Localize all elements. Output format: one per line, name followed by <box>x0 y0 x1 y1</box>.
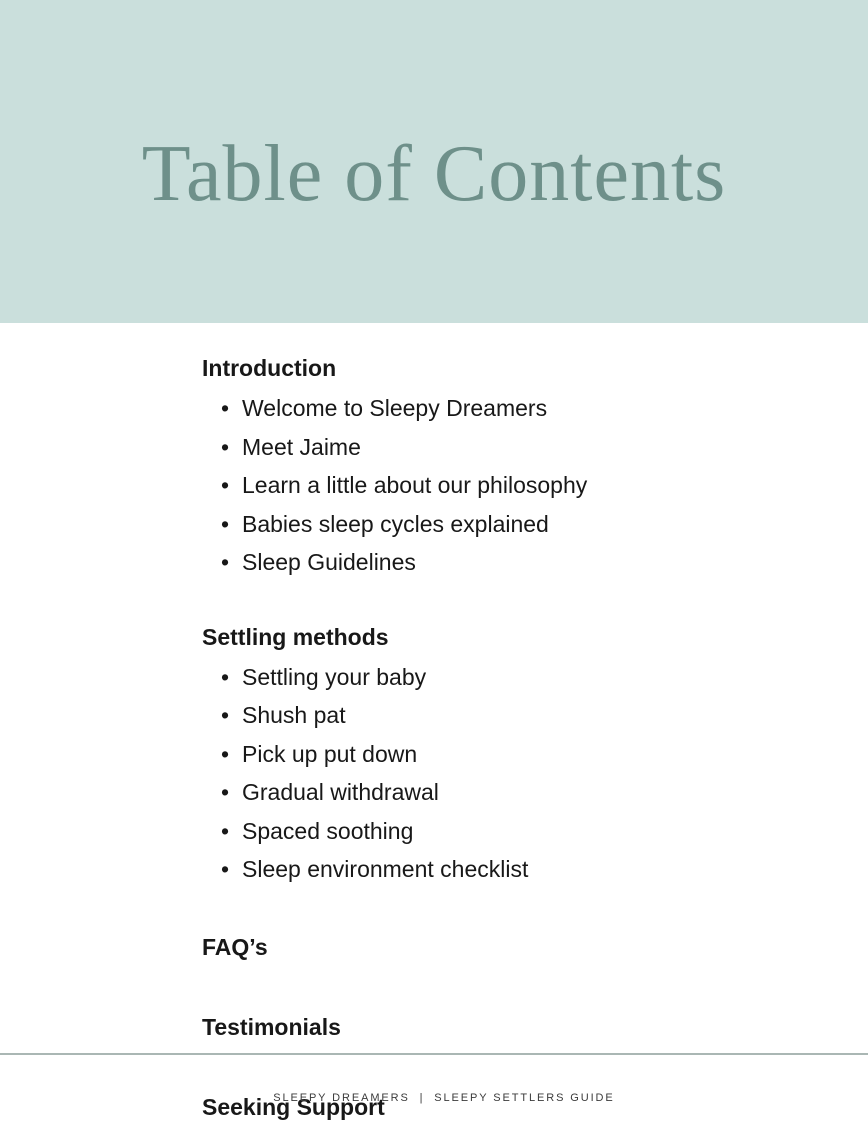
toc-item <box>202 696 808 735</box>
toc-item-label: Gradual withdrawal <box>242 779 439 805</box>
toc-item <box>202 735 808 774</box>
section-heading-seeking-support: Seeking Support <box>202 1093 385 1120</box>
page-header <box>0 0 868 323</box>
toc-item <box>202 773 808 812</box>
toc-item-label: Sleep environment checklist <box>242 856 529 882</box>
page-footer <box>0 1080 868 1116</box>
toc-item <box>202 389 808 428</box>
bullet-icon: • <box>221 740 230 767</box>
section-heading-introduction: Introduction <box>202 355 337 381</box>
footer-divider <box>0 1053 868 1055</box>
toc-item-label: Welcome to Sleepy Dreamers <box>242 395 548 421</box>
bullet-icon: • <box>221 549 230 575</box>
toc-item <box>202 658 808 697</box>
toc-item-label: Settling your baby <box>242 663 427 690</box>
toc-section-settling-methods <box>202 622 808 889</box>
section-heading-faqs: FAQ’s <box>202 933 268 960</box>
page-title: Table of Contents <box>141 130 727 218</box>
toc-item <box>202 505 808 544</box>
bullet-icon: • <box>221 856 230 882</box>
bullet-icon: • <box>221 510 230 537</box>
bullet-icon: • <box>221 395 230 421</box>
toc-item-label: Shush pat <box>242 702 346 728</box>
toc-item <box>202 466 808 505</box>
bullet-icon: • <box>221 472 230 498</box>
toc-list-introduction <box>202 389 808 582</box>
toc-item-label: Sleep Guidelines <box>242 549 416 575</box>
bullet-icon: • <box>221 433 230 460</box>
toc-item-label: Spaced soothing <box>242 817 414 844</box>
toc-section-faqs <box>202 927 808 967</box>
toc-content <box>0 323 868 1124</box>
footer-text: SLEEPY DREAMERS | SLEEPY SETTLERS GUIDE <box>273 1092 615 1104</box>
toc-item-label: Pick up put down <box>242 740 418 767</box>
toc-section-testimonials <box>202 1007 808 1047</box>
toc-section-introduction <box>202 353 808 582</box>
toc-item <box>202 812 808 851</box>
toc-item-label: Babies sleep cycles explained <box>242 510 549 537</box>
toc-item <box>202 428 808 467</box>
toc-list-settling-methods <box>202 658 808 889</box>
bullet-icon: • <box>221 817 230 844</box>
toc-item-label: Learn a little about our philosophy <box>242 472 588 498</box>
bullet-icon: • <box>221 663 230 690</box>
bullet-icon: • <box>221 702 230 728</box>
section-heading-settling-methods: Settling methods <box>202 623 389 650</box>
toc-item-label: Meet Jaime <box>242 433 361 460</box>
bullet-icon: • <box>221 779 230 805</box>
section-heading-testimonials: Testimonials <box>202 1013 341 1040</box>
toc-item <box>202 543 808 582</box>
toc-item <box>202 850 808 889</box>
